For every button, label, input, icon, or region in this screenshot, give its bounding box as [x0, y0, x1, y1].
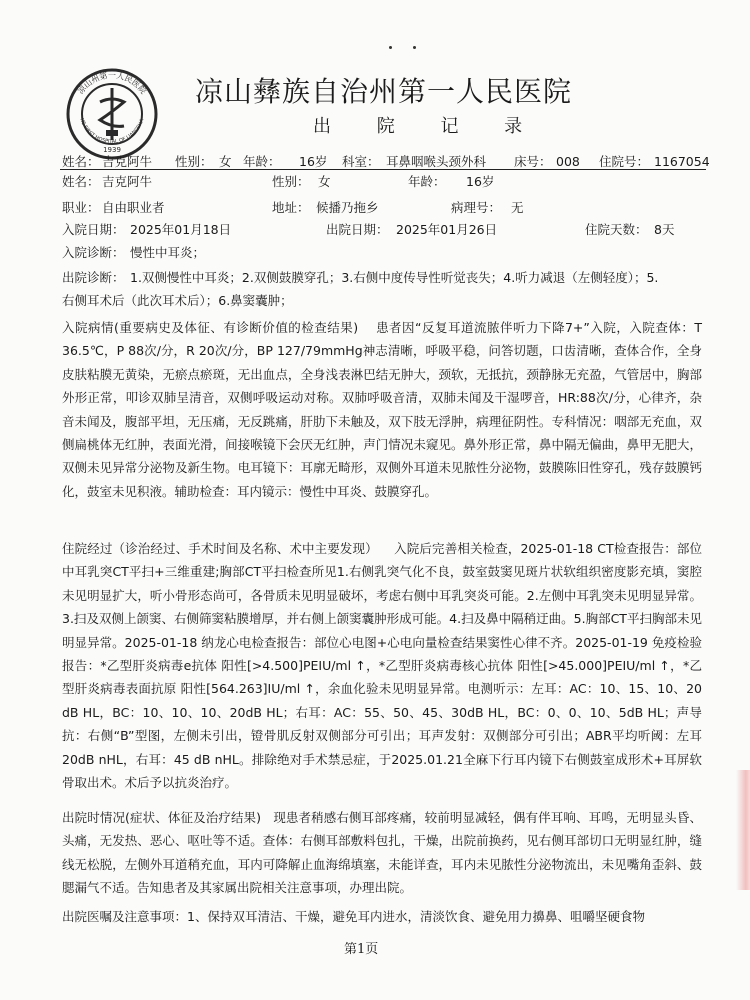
info-in-date: 2025年01月18日 — [130, 222, 232, 237]
logo-text-top: 凉山州第一人民医院 — [76, 71, 148, 96]
admit-dx: 慢性中耳炎； — [130, 245, 206, 260]
info-days-label: 住院天数： — [585, 222, 648, 237]
info-path: 无 — [511, 200, 524, 215]
info-age: 16岁 — [466, 174, 495, 189]
header-sex-label: 性别： — [175, 154, 213, 169]
discharge-dx-line2: 右侧耳术后（此次耳术后）；6.鼻窦囊肿； — [62, 293, 293, 308]
info-in-label: 入院日期： — [62, 222, 125, 237]
info-days: 8天 — [654, 222, 675, 237]
document-title: 出 院 记 录 — [313, 116, 543, 137]
discharge-status-text: 现患者稍感右侧耳部疼痛，较前明显减轻，偶有伴耳响、耳鸣，无明显头昏、头痛，无发热、恶心、呕吐等不适。查体：右侧耳部敷料包扎，干燥，出院前换药，见右侧耳部切口无明显红肿，缝线无松脱，左侧外耳道稍充血，耳内可降解止血海绵填塞，未能详查，耳内未见脓性分泌物流出，未见嘴角歪斜、鼓腮漏气不适。告知患者及其家属出院相关注意事项，办理出院。 — [62, 810, 702, 896]
header-divider — [60, 169, 706, 170]
info-name-label: 姓名： — [62, 174, 100, 189]
header-adm-label: 住院号： — [599, 154, 650, 169]
page-number: 第1页 — [344, 942, 379, 957]
info-age-label: 年龄： — [408, 174, 446, 189]
info-job: 自由职业者 — [102, 200, 165, 215]
info-sex: 女 — [318, 174, 331, 189]
hospital-logo — [66, 68, 158, 160]
admit-dx-label: 入院诊断： — [62, 245, 125, 260]
info-name: 吉克阿牛 — [102, 174, 153, 189]
discharge-advice-label: 出院医嘱及注意事项： — [62, 909, 188, 924]
header-dept: 耳鼻咽喉头颈外科 — [386, 154, 487, 169]
info-addr: 候播乃拖乡 — [316, 200, 379, 215]
header-bed-label: 床号： — [514, 154, 552, 169]
discharge-status-label: 出院时情况(症状、体征及治疗结果) — [62, 810, 262, 825]
hospital-course-text: 入院后完善相关检查，2025-01-18 CT检查报告：部位中耳乳突CT平扫+三维重建;胸部CT平扫检查所见1.右侧乳突气化不良，鼓室鼓窦见斑片状软组织密度影充填，窦腔未见明显扩大，听小骨形态尚可，各骨质未见明显破坏，考虑右侧中耳乳突炎可能。2.左侧中耳乳突未见明显异常。3.扫及双侧上颌窦、右侧筛窦粘膜增厚，并右侧上颌窦囊肿形成可能。4.扫及鼻中隔稍迂曲。5.胸部CT平扫胸部未见明显异常。2025-01-18 纳龙心电检查报告：部位心电图+心电向量检查结果窦性心律不齐。2025-01-19 免疫检验报告：*乙型肝炎病毒e抗体 阳性[>4.500]PEIU/ml ↑，*乙型肝炎病毒核心抗体 阳性[>45.000]PEIU/ml ↑，*乙型肝炎病毒表面抗原 阳性[564.263]IU/ml ↑，余血化验未见明显异常。电测听示：左耳：AC：10、15、10、20 dB HL，BC：10、10、10、20dB HL；右耳：AC：55、50、45、30dB HL，BC：0、0、10、5dB HL；声导抗：右侧“B”型图，左侧未引出，镫骨肌反射双侧部分可引出；耳声发射：双侧部分可引出；ABR平均听阈：左耳 20dB nHL，右耳：45 dB nHL。排除绝对手术禁忌症，于2025.01.21全麻下行耳内镜下右侧鼓室成形术+耳屏软骨取出术。术后予以抗炎治疗。 — [62, 541, 702, 791]
logo-year: 1939 — [103, 146, 121, 154]
info-out-label: 出院日期： — [326, 222, 389, 237]
header-adm-no: 1167054 — [654, 154, 710, 169]
discharge-advice — [62, 905, 702, 928]
logo-text-bottom: HE FIRST HOSPITAL OF LIANGSHA — [78, 117, 146, 145]
header-age: 16岁 — [299, 154, 328, 169]
discharge-dx-line1: 1.双侧慢性中耳炎；2.双侧鼓膜穿孔；3.右侧中度传导性听觉丧失；4.听力减退（左侧轻度）；5. — [130, 270, 659, 285]
hospital-course — [62, 537, 702, 794]
hospital-course-label: 住院经过（诊治经过、手术时间及名称、术中主要发现） — [62, 541, 378, 556]
header-age-label: 年龄： — [243, 154, 281, 169]
admission-condition — [62, 316, 702, 503]
header-sex: 女 — [219, 154, 232, 169]
info-job-label: 职业： — [62, 200, 100, 215]
discharge-dx-label: 出院诊断： — [62, 270, 125, 285]
header-name: 吉克阿牛 — [102, 154, 153, 169]
info-path-label: 病理号： — [451, 200, 502, 215]
info-sex-label: 性别： — [272, 174, 310, 189]
scan-mark — [389, 46, 392, 49]
info-out-date: 2025年01月26日 — [396, 222, 498, 237]
discharge-status — [62, 806, 702, 900]
header-bed: 008 — [556, 154, 580, 169]
header-name-label: 姓名： — [62, 154, 100, 169]
hospital-name: 凉山彝族自治州第一人民医院 — [195, 75, 573, 108]
admission-condition-label: 入院病情(重要病史及体征、有诊断价值的检查结果) — [62, 320, 359, 335]
header-dept-label: 科室： — [342, 154, 380, 169]
discharge-advice-text: 1、保持双耳清洁、干燥，避免耳内进水，清淡饮食、避免用力擤鼻、咀嚼坚硬食物 — [187, 909, 645, 924]
scan-mark — [413, 46, 416, 49]
admission-condition-text: 患者因“反复耳道流脓伴听力下降7+”入院，入院查体：T 36.5℃，P 88次/分，R 20次/分，BP 127/79mmHg神志清晰，呼吸平稳，问答切题，口齿清晰，查体合作，全身皮肤粘膜无黄染，无瘀点瘀斑，无出血点，全身浅表淋巴结无肿大，颈软，无抵抗，颈静脉无充盈，气管居中，胸部外形正常，叩诊双肺呈清音，双侧呼吸运动对称。双肺呼吸音清，双肺未闻及干湿啰音，HR:88次/分，心律齐，杂音未闻及，腹部平坦，无压痛，无反跳痛，肝肋下未触及，双下肢无浮肿，病理征阴性。专科情况：咽部无充血，双侧扁桃体无红肿，表面光滑，间接喉镜下会厌无红肿，声门情况未窥见。鼻外形正常，鼻中隔无偏曲，鼻甲无肥大，双侧未见异常分泌物及新生物。电耳镜下：耳廓无畸形，双侧外耳道未见脓性分泌物，鼓膜陈旧性穿孔，残存鼓膜钙化，鼓室未见积液。辅助检查：耳内镜示：慢性中耳炎、鼓膜穿孔。 — [62, 320, 702, 499]
edge-stamp-mark — [736, 770, 750, 890]
info-addr-label: 地址： — [272, 200, 310, 215]
